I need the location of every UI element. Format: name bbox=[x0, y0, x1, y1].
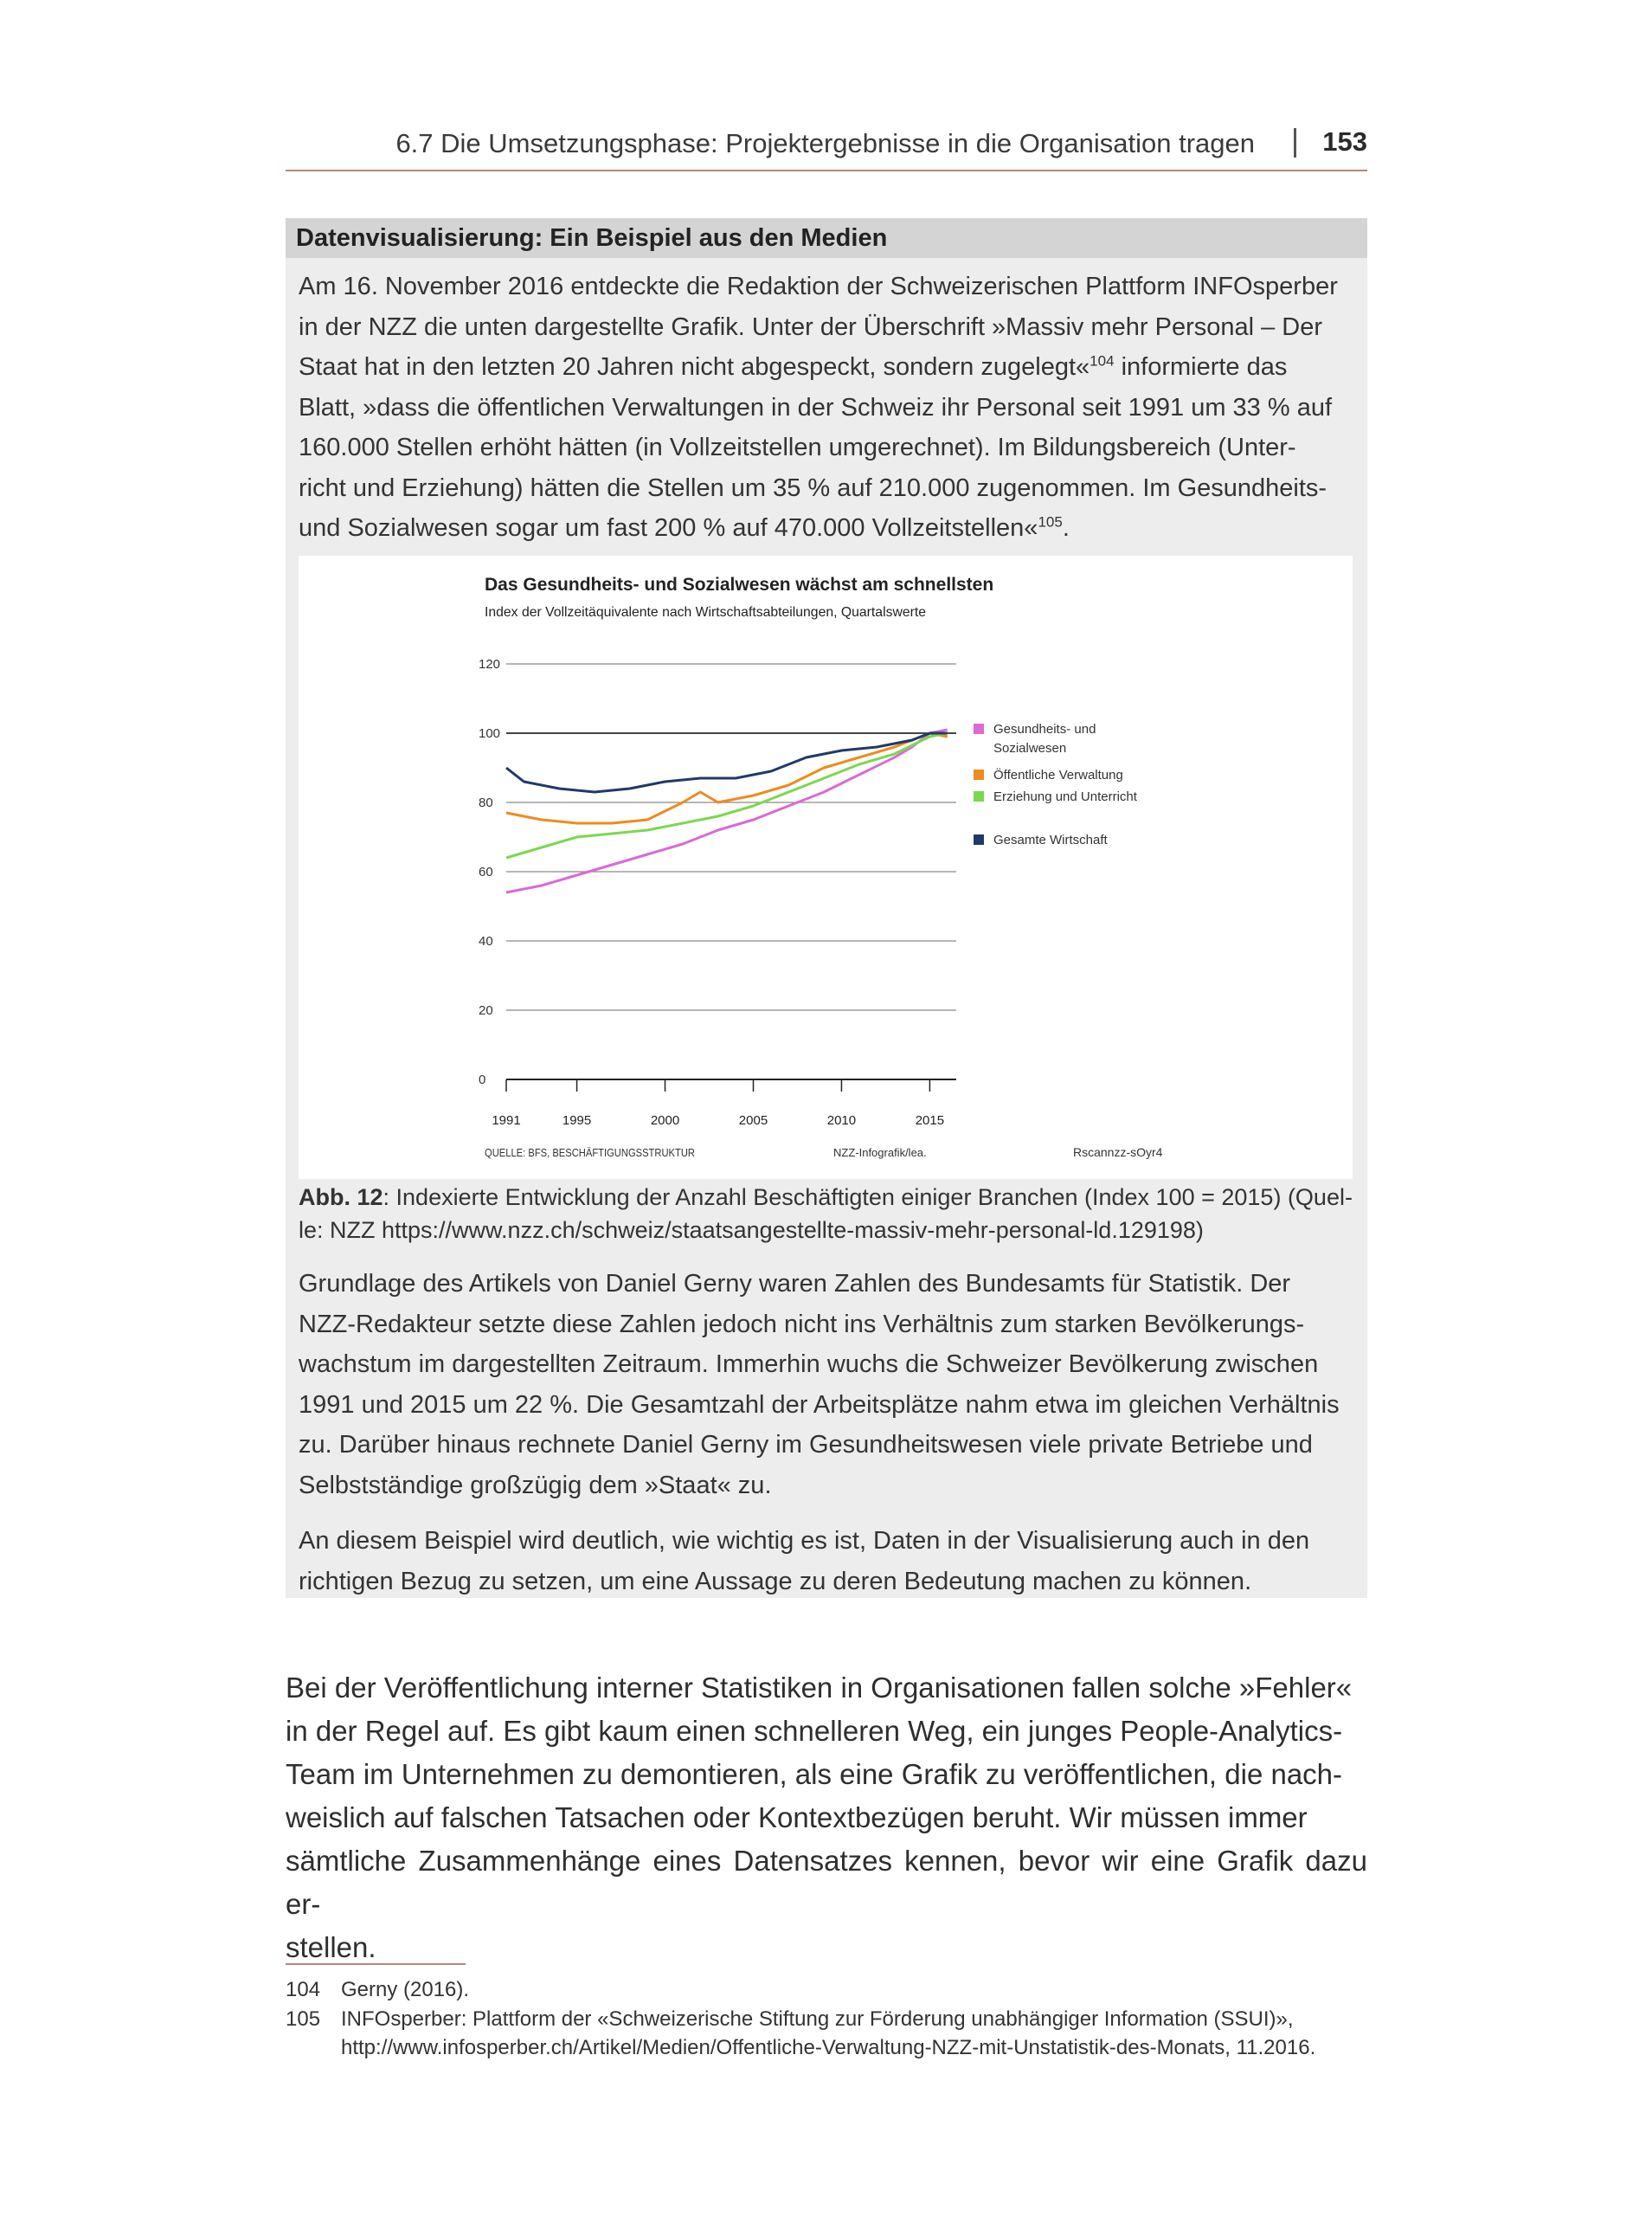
intro-line bbox=[299, 347, 1354, 388]
y-tick-label: 120 bbox=[479, 657, 501, 672]
legend-swatch bbox=[974, 834, 984, 845]
chart-legend bbox=[974, 722, 1138, 847]
footnote-ref-105: 105 bbox=[1038, 513, 1063, 531]
example-line: An diesem Beispiel wird deutlich, wie wichtig es ist, Daten in der Visualisierung auch in den bbox=[299, 1527, 1310, 1555]
grid-layer bbox=[479, 657, 956, 1087]
intro-line: Am 16. November 2016 entdeckte die Redaktion der Schweizerischen Plattform INFOsperber bbox=[299, 273, 1338, 300]
x-tick-label: 1991 bbox=[492, 1113, 521, 1128]
figure-chart bbox=[299, 556, 1353, 1179]
basis-line: NZZ-Redakteur setzte diese Zahlen jedoch nicht ins Verhältnis zum starken Bevölkerungs- bbox=[299, 1310, 1305, 1338]
intro-line: Blatt, »dass die öffentlichen Verwaltungen in der Schweiz ihr Personal seit 1991 um 33 % auf bbox=[299, 393, 1333, 422]
chart-subtitle: Index der Vollzeitäquivalente nach Wirtschaftsabteilungen, Quartalswerte bbox=[485, 605, 927, 620]
legend-label: Gesundheits- und bbox=[993, 722, 1096, 737]
chart-credit: NZZ-Infografik/lea. bbox=[833, 1146, 927, 1159]
footnote-text: Gerny (2016). bbox=[341, 1978, 470, 2001]
basis-line: Selbstständige großzügig dem »Staat« zu. bbox=[299, 1471, 772, 1499]
caption-text: : Indexierte Entwicklung der Anzahl Beschäftigten einiger Branchen (Index 100 = 2015) (Quel- bbox=[382, 1184, 1353, 1210]
caption-line: le: NZZ https://www.nzz.ch/schweiz/staatsangestellte-massiv-mehr-personal-ld.129198) bbox=[299, 1217, 1204, 1243]
footnote-number: 105 bbox=[286, 2007, 321, 2031]
body-line: sämtliche Zusammenhänge eines Datensatzes kennen, bevor wir eine Grafik dazu er- bbox=[286, 1845, 1367, 1920]
basis-line: 1991 und 2015 um 22 %. Die Gesamtzahl der Arbeitsplätze nahm etwa im gleichen Verhältnis bbox=[299, 1390, 1340, 1419]
footnote-text: INFOsperber: Plattform der «Schweizerische Stiftung zur Förderung unabhängiger Information (SSUI)», http://www.infosperber.ch/Artikel/Medien/Offentliche-Verwaltung-NZZ-mit-Unstatistik-des-Monats, 11.2016. bbox=[341, 2007, 1316, 2059]
series-line bbox=[506, 730, 948, 892]
intro-text: Staat hat in den letzten 20 Jahren nicht abgespeckt, sondern zugelegt« bbox=[299, 353, 1090, 381]
footnote-number: 104 bbox=[286, 1978, 321, 2001]
intro-line: richt und Erziehung) hätten die Stellen um 35 % auf 210.000 zugenommen. Im Gesundheits- bbox=[299, 473, 1327, 502]
body-paragraph bbox=[286, 1666, 1367, 1969]
body-line: Team im Unternehmen zu demontieren, als eine Grafik zu veröffentlichen, die nach- bbox=[286, 1758, 1343, 1790]
header-title: 6.7 Die Umsetzungsphase: Projektergebnisse in die Organisation tragen bbox=[395, 128, 1255, 158]
caption-label: Abb. 12 bbox=[299, 1184, 383, 1210]
x-tick-label: 2005 bbox=[738, 1113, 768, 1128]
legend-swatch bbox=[974, 724, 984, 734]
figure-caption bbox=[299, 1181, 1354, 1246]
body-line: weislich auf falschen Tatsachen oder Kontextbezügen beruht. Wir müssen immer bbox=[286, 1801, 1308, 1833]
page-number: 153 bbox=[1322, 126, 1367, 157]
example-line: richtigen Bezug zu setzen, um eine Aussage zu deren Bedeutung machen zu können. bbox=[299, 1567, 1252, 1595]
legend-label: Öffentliche Verwaltung bbox=[993, 768, 1123, 783]
legend-swatch bbox=[974, 770, 984, 780]
legend-label: Gesamte Wirtschaft bbox=[993, 833, 1108, 847]
x-tick-label: 2010 bbox=[826, 1113, 857, 1128]
y-tick-label: 20 bbox=[479, 1003, 493, 1018]
basis-line: Grundlage des Artikels von Daniel Gerny waren Zahlen des Bundesamts für Statistik. Der bbox=[299, 1270, 1291, 1298]
intro-text: . bbox=[1062, 514, 1070, 542]
intro-line: 160.000 Stellen erhöht hätten (in Vollzeitstellen umgerechnet). Im Bildungsbereich (Unter- bbox=[299, 434, 1296, 461]
intro-line bbox=[299, 508, 1354, 549]
basis-line: zu. Darüber hinaus rechnete Daniel Gerny im Gesundheitswesen viele private Betriebe und bbox=[299, 1431, 1313, 1459]
legend-label: Sozialwesen bbox=[993, 741, 1067, 756]
body-line: stellen. bbox=[286, 1931, 376, 1963]
info-box bbox=[286, 218, 1367, 1598]
header-separator bbox=[1294, 128, 1296, 158]
basis-paragraph bbox=[299, 1264, 1354, 1505]
series-layer bbox=[506, 730, 948, 892]
caption-line bbox=[299, 1181, 1354, 1214]
intro-text: und Sozialwesen sogar um fast 200 % auf 470.000 Vollzeitstellen« bbox=[299, 514, 1038, 542]
x-axis bbox=[492, 1079, 956, 1128]
footnote-rule bbox=[286, 1963, 466, 1965]
y-tick-label: 0 bbox=[479, 1073, 486, 1087]
x-tick-label: 2015 bbox=[915, 1113, 945, 1128]
x-tick-label: 1995 bbox=[562, 1113, 592, 1128]
x-tick-label: 2000 bbox=[650, 1113, 680, 1128]
box-title: Datenvisualisierung: Ein Beispiel aus den Medien bbox=[286, 218, 1367, 258]
legend-label: Erziehung und Unterricht bbox=[993, 789, 1137, 804]
chart-source: QUELLE: BFS, BESCHÄFTIGUNGSSTRUKTUR bbox=[485, 1146, 695, 1159]
footnote-ref-104: 104 bbox=[1090, 352, 1115, 370]
y-tick-label: 40 bbox=[479, 934, 493, 949]
intro-text: informierte das bbox=[1114, 353, 1288, 381]
legend-swatch bbox=[974, 791, 984, 802]
y-tick-label: 100 bbox=[479, 726, 501, 741]
basis-line: wachstum im dargestellten Zeitraum. Immerhin wuchs die Schweizer Bevölkerung zwischen bbox=[299, 1350, 1319, 1378]
line-chart bbox=[299, 556, 1353, 1179]
running-header bbox=[286, 121, 1367, 171]
y-tick-label: 80 bbox=[479, 796, 493, 810]
chart-code: Rscannzz-sOyr4 bbox=[1073, 1145, 1163, 1159]
y-tick-label: 60 bbox=[479, 865, 493, 879]
body-line: Bei der Veröffentlichung interner Statistiken in Organisationen fallen solche »Fehler« bbox=[286, 1672, 1353, 1704]
intro-paragraph bbox=[299, 267, 1354, 549]
body-line: in der Regel auf. Es gibt kaum einen schnelleren Weg, ein junges People-Analytics- bbox=[286, 1715, 1343, 1747]
intro-line: in der NZZ die unten dargestellte Grafik. Unter der Überschrift »Massiv mehr Personal – Der bbox=[299, 312, 1323, 341]
example-paragraph bbox=[299, 1521, 1354, 1601]
chart-title: Das Gesundheits- und Sozialwesen wächst am schnellsten bbox=[485, 575, 994, 595]
